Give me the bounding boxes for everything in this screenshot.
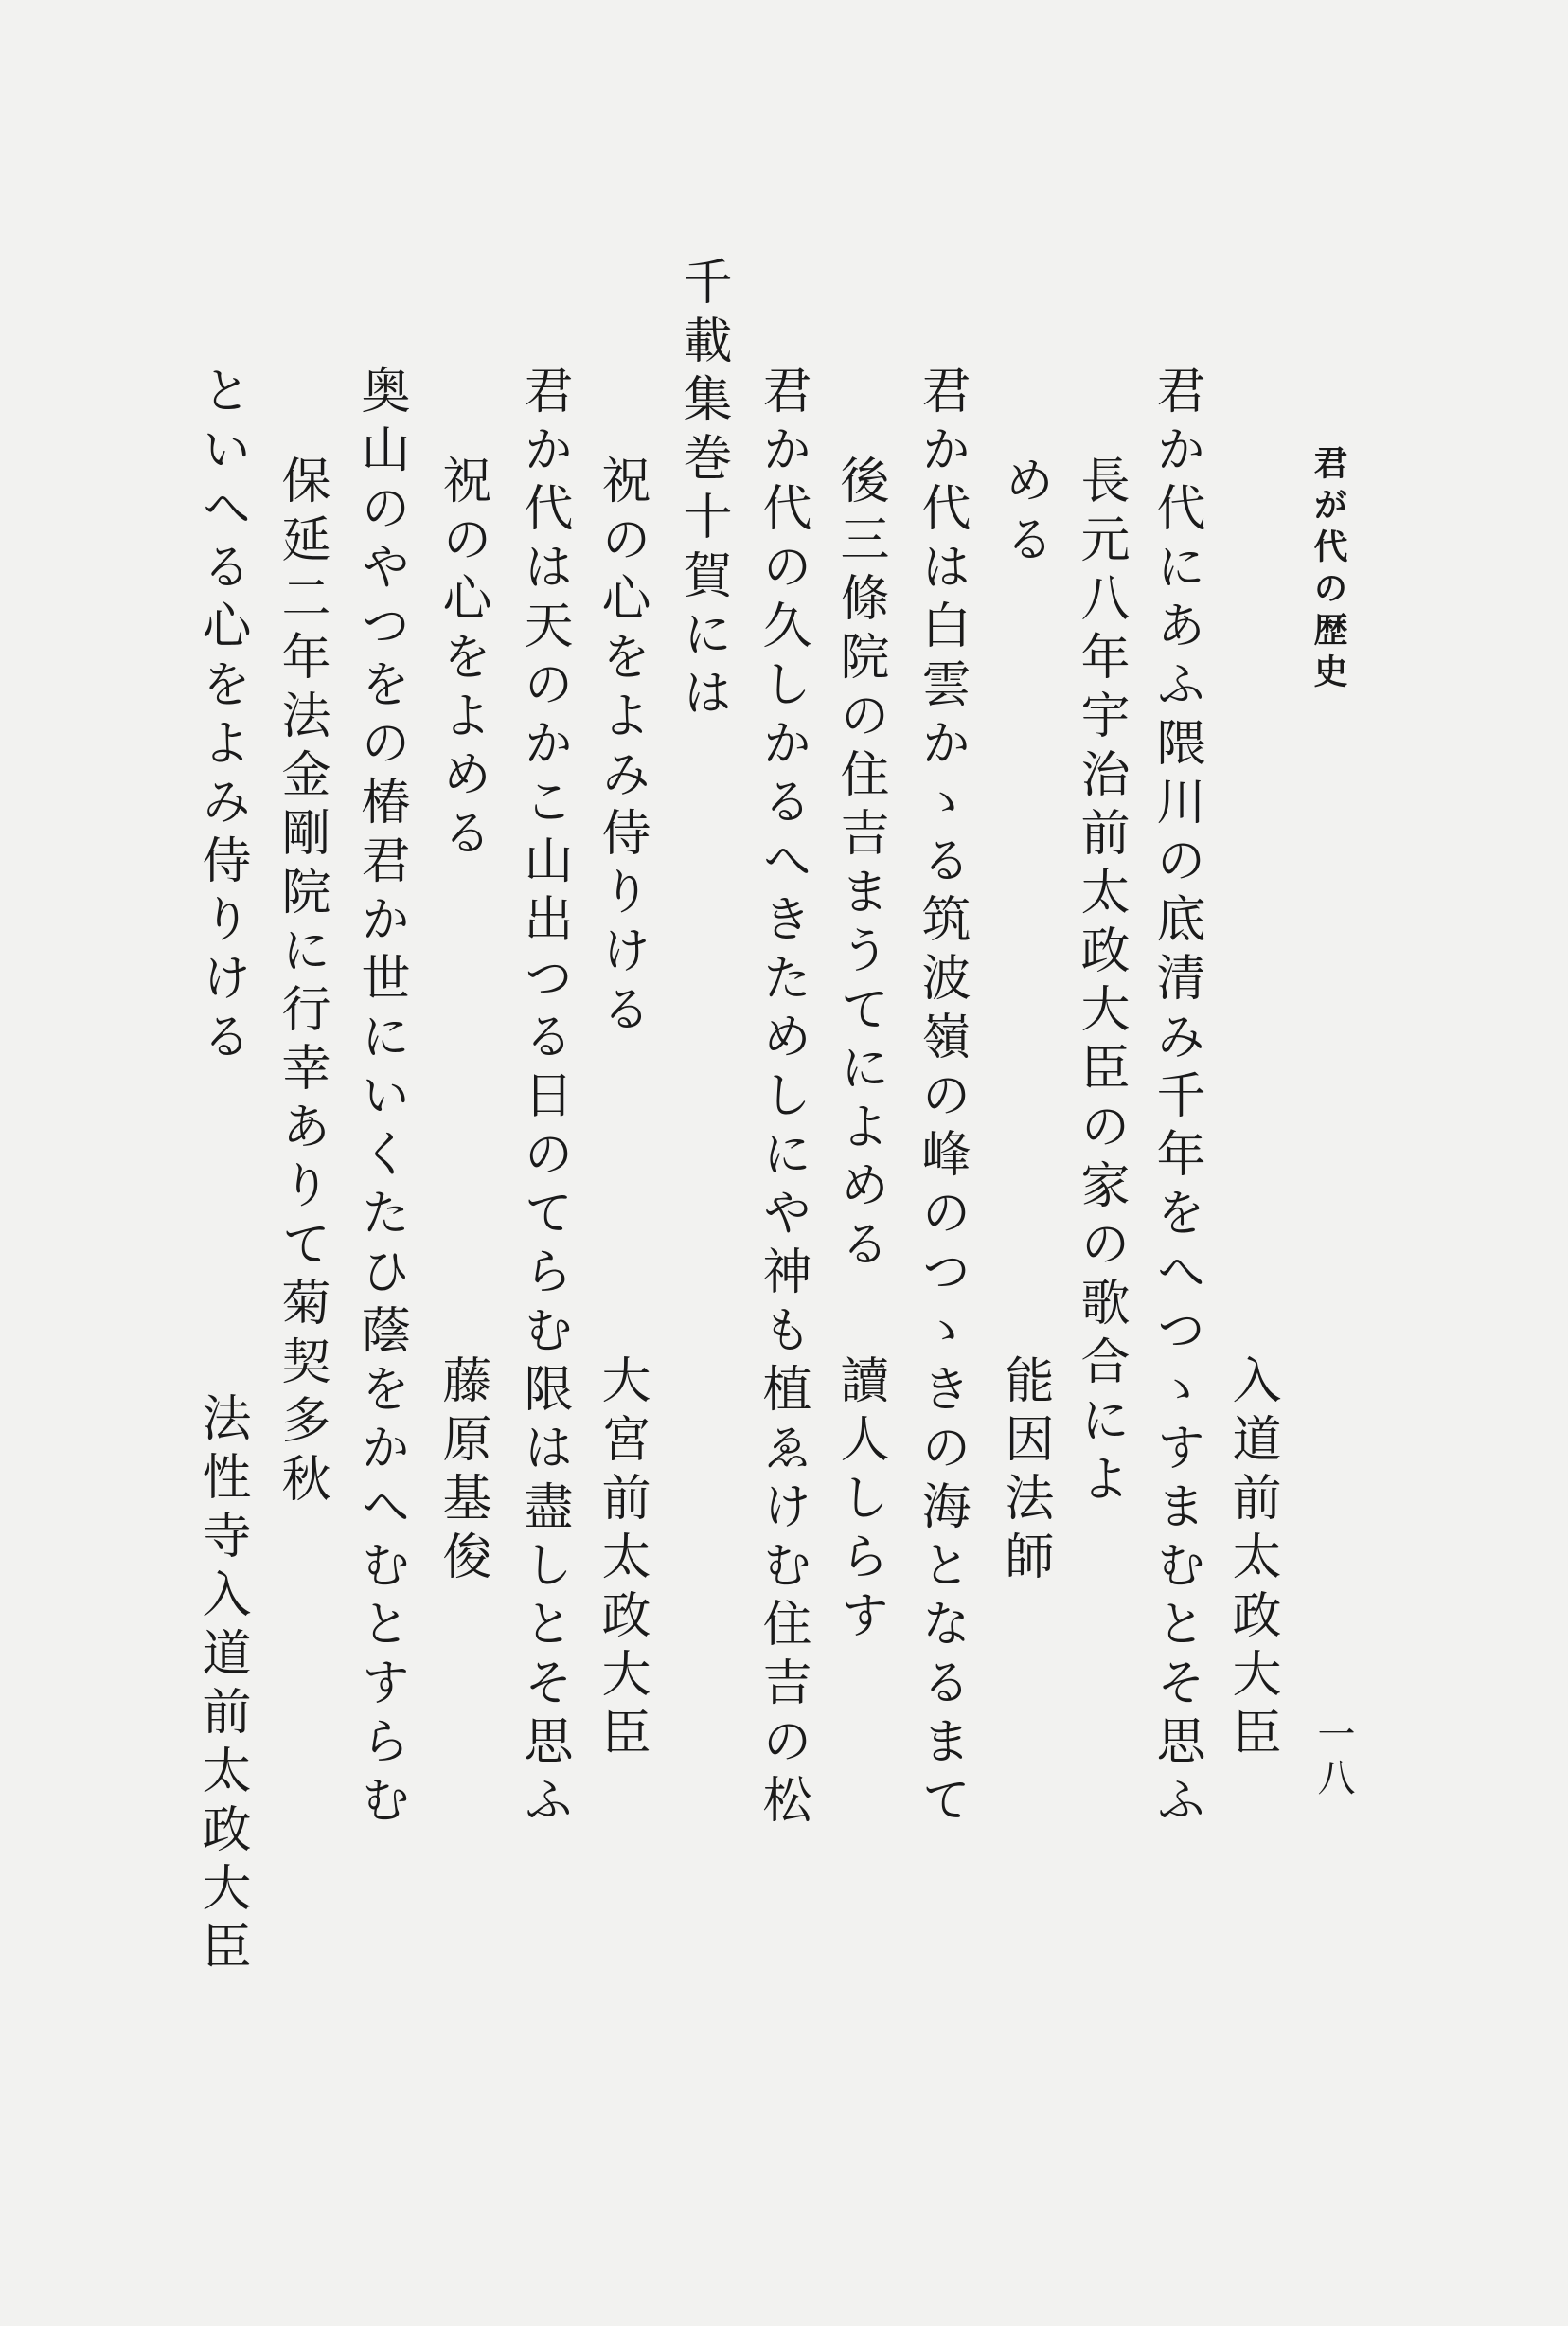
author-omiya: 大宮前太政大臣 (593, 1354, 650, 1765)
text-column-2: 君か代にあふ隈川の底清み千年をへつゝすまむとそ思ふ (1148, 365, 1204, 1833)
text-column-6a: 後三條院の住吉まうてによめる (831, 455, 888, 1277)
text-column-11a: 祝の心をよめる (434, 455, 490, 866)
text-column-13: 保延二年法金剛院に行幸ありて菊契多秋 (273, 455, 330, 1512)
text-column-4a: める (996, 455, 1053, 572)
author-mototoshi: 藤原基俊 (434, 1354, 490, 1589)
text-column-8: 千載集巻十賀には (674, 256, 731, 725)
text-column-10: 君か代は天のかこ山出つる日のてらむ限は盡しとそ思ふ (515, 365, 572, 1833)
text-column-1: 入道前太政大臣 (1223, 1354, 1280, 1765)
running-header-title: 君が代の歴史 (1309, 445, 1348, 695)
text-column-12: 奥山のやつをの椿君か世にいくたひ蔭をかへむとすらむ (352, 365, 409, 1833)
text-column-14: といへる心をよみ侍りける (193, 365, 250, 1069)
author-hoshoji: 法性寺入道前太政大臣 (193, 1392, 250, 1979)
author-anonymous: 讀人しらす (831, 1354, 888, 1648)
text-column-3: 長元八年宇治前太政大臣の家の歌合によ (1072, 455, 1129, 1512)
text-column-7: 君か代の久しかるへきためしにや神も植ゑけむ住吉の松 (754, 365, 811, 1833)
text-column-9a: 祝の心をよみ侍りける (593, 455, 650, 1042)
author-nouin: 能因法師 (996, 1354, 1053, 1589)
text-column-5: 君か代は白雲かゝる筑波嶺の峰のつゝきの海となるまて (913, 365, 970, 1833)
page-number: 一八 (1311, 1714, 1355, 1801)
